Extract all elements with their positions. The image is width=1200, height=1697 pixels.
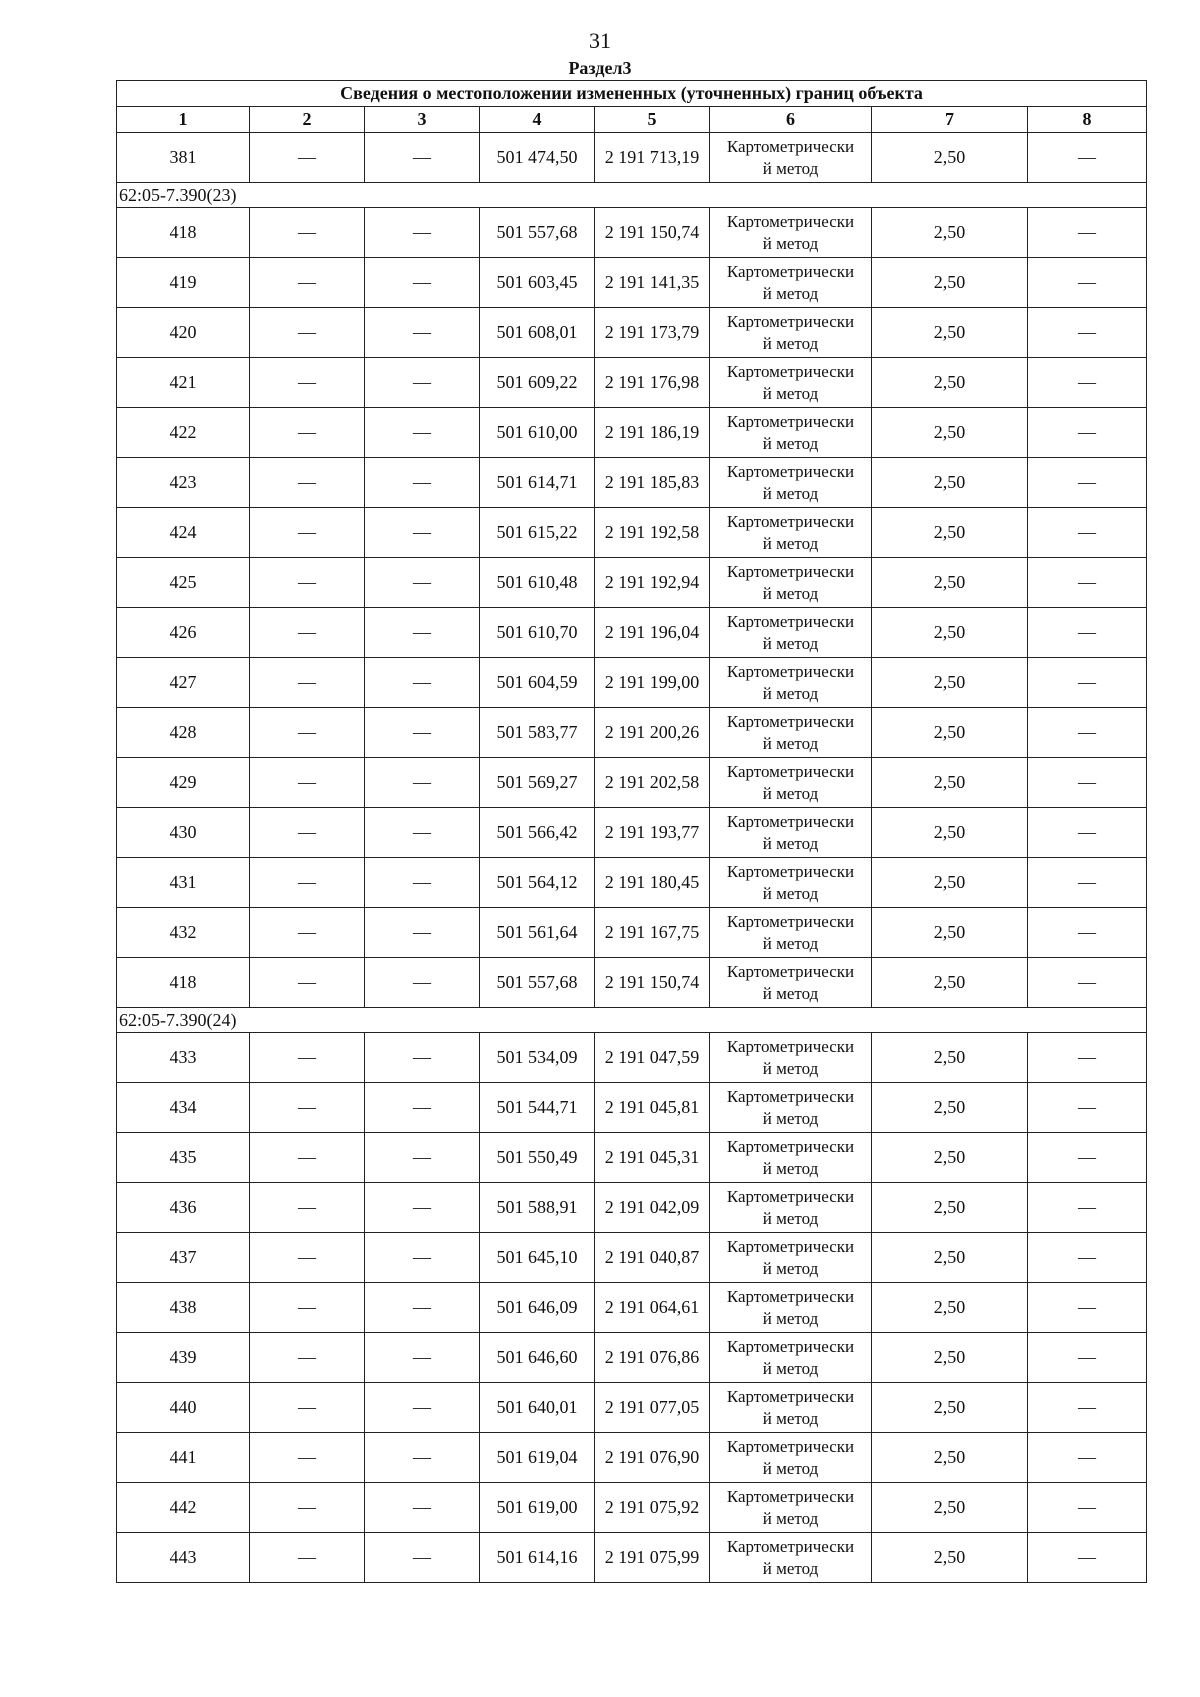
accuracy-cell: 2,50 xyxy=(872,1183,1028,1233)
y-coordinate-cell: 2 191 075,92 xyxy=(595,1483,710,1533)
col8-cell: — xyxy=(1028,208,1147,258)
y-coordinate-cell: 2 191 192,58 xyxy=(595,508,710,558)
col3-cell: — xyxy=(365,358,480,408)
point-number-cell: 443 xyxy=(117,1533,250,1583)
point-number-cell: 418 xyxy=(117,208,250,258)
col8-cell: — xyxy=(1028,808,1147,858)
group-row xyxy=(117,183,1147,208)
accuracy-cell: 2,50 xyxy=(872,508,1028,558)
accuracy-cell: 2,50 xyxy=(872,1333,1028,1383)
y-coordinate-cell: 2 191 193,77 xyxy=(595,808,710,858)
col2-cell: — xyxy=(250,1133,365,1183)
col8-cell: — xyxy=(1028,1333,1147,1383)
col2-cell: — xyxy=(250,1233,365,1283)
method-cell: Картометрически й метод xyxy=(710,258,872,308)
col8-cell: — xyxy=(1028,558,1147,608)
table-row xyxy=(117,1183,1147,1233)
group-row xyxy=(117,1008,1147,1033)
col3-cell: — xyxy=(365,1383,480,1433)
col8-cell: — xyxy=(1028,1283,1147,1333)
point-number-cell: 435 xyxy=(117,1133,250,1183)
col8-cell: — xyxy=(1028,308,1147,358)
col8-cell: — xyxy=(1028,1033,1147,1083)
col3-cell: — xyxy=(365,1233,480,1283)
col3-cell: — xyxy=(365,658,480,708)
y-coordinate-cell: 2 191 064,61 xyxy=(595,1283,710,1333)
y-coordinate-cell: 2 191 150,74 xyxy=(595,958,710,1008)
x-coordinate-cell: 501 564,12 xyxy=(480,858,595,908)
col2-cell: — xyxy=(250,508,365,558)
point-number-cell: 431 xyxy=(117,858,250,908)
col2-cell: — xyxy=(250,908,365,958)
method-cell: Картометрически й метод xyxy=(710,208,872,258)
page-number: 31 xyxy=(589,28,611,53)
col3-cell: — xyxy=(365,1083,480,1133)
section-title: Раздел3 xyxy=(568,58,632,78)
col8-cell: — xyxy=(1028,608,1147,658)
col3-cell: — xyxy=(365,258,480,308)
col8-cell: — xyxy=(1028,1383,1147,1433)
accuracy-cell: 2,50 xyxy=(872,308,1028,358)
x-coordinate-cell: 501 557,68 xyxy=(480,958,595,1008)
x-coordinate-cell: 501 646,09 xyxy=(480,1283,595,1333)
col2-cell: — xyxy=(250,1033,365,1083)
col8-cell: — xyxy=(1028,908,1147,958)
point-number-cell: 436 xyxy=(117,1183,250,1233)
col3-cell: — xyxy=(365,308,480,358)
col3-cell: — xyxy=(365,608,480,658)
accuracy-cell: 2,50 xyxy=(872,1383,1028,1433)
col2-cell: — xyxy=(250,133,365,183)
point-number-cell: 430 xyxy=(117,808,250,858)
col8-cell: — xyxy=(1028,408,1147,458)
table-row xyxy=(117,508,1147,558)
table-row xyxy=(117,258,1147,308)
col3-cell: — xyxy=(365,458,480,508)
table-row xyxy=(117,1033,1147,1083)
column-number: 7 xyxy=(872,107,1028,133)
y-coordinate-cell: 2 191 202,58 xyxy=(595,758,710,808)
point-number-cell: 427 xyxy=(117,658,250,708)
col2-cell: — xyxy=(250,758,365,808)
col2-cell: — xyxy=(250,258,365,308)
col3-cell: — xyxy=(365,1183,480,1233)
point-number-cell: 434 xyxy=(117,1083,250,1133)
point-number-cell: 418 xyxy=(117,958,250,1008)
x-coordinate-cell: 501 619,00 xyxy=(480,1483,595,1533)
method-cell: Картометрически й метод xyxy=(710,1333,872,1383)
method-cell: Картометрически й метод xyxy=(710,658,872,708)
col3-cell: — xyxy=(365,808,480,858)
table-row xyxy=(117,1083,1147,1133)
col2-cell: — xyxy=(250,808,365,858)
col2-cell: — xyxy=(250,1183,365,1233)
point-number-cell: 426 xyxy=(117,608,250,658)
point-number-cell: 439 xyxy=(117,1333,250,1383)
point-number-cell: 442 xyxy=(117,1483,250,1533)
table-row xyxy=(117,908,1147,958)
table-row xyxy=(117,1283,1147,1333)
col2-cell: — xyxy=(250,308,365,358)
accuracy-cell: 2,50 xyxy=(872,133,1028,183)
method-cell: Картометрически й метод xyxy=(710,1183,872,1233)
y-coordinate-cell: 2 191 075,99 xyxy=(595,1533,710,1583)
col2-cell: — xyxy=(250,858,365,908)
x-coordinate-cell: 501 610,00 xyxy=(480,408,595,458)
y-coordinate-cell: 2 191 150,74 xyxy=(595,208,710,258)
group-label: 62:05-7.390(24) xyxy=(117,1008,1147,1033)
y-coordinate-cell: 2 191 076,86 xyxy=(595,1333,710,1383)
column-number: 1 xyxy=(117,107,250,133)
x-coordinate-cell: 501 614,71 xyxy=(480,458,595,508)
y-coordinate-cell: 2 191 076,90 xyxy=(595,1433,710,1483)
accuracy-cell: 2,50 xyxy=(872,1433,1028,1483)
accuracy-cell: 2,50 xyxy=(872,708,1028,758)
col8-cell: — xyxy=(1028,758,1147,808)
table-row xyxy=(117,133,1147,183)
x-coordinate-cell: 501 608,01 xyxy=(480,308,595,358)
x-coordinate-cell: 501 614,16 xyxy=(480,1533,595,1583)
col8-cell: — xyxy=(1028,1083,1147,1133)
table-row xyxy=(117,1533,1147,1583)
col2-cell: — xyxy=(250,1533,365,1583)
table-row xyxy=(117,1233,1147,1283)
col2-cell: — xyxy=(250,1483,365,1533)
point-number-cell: 420 xyxy=(117,308,250,358)
method-cell: Картометрически й метод xyxy=(710,1083,872,1133)
point-number-cell: 381 xyxy=(117,133,250,183)
method-cell: Картометрически й метод xyxy=(710,758,872,808)
point-number-cell: 437 xyxy=(117,1233,250,1283)
x-coordinate-cell: 501 645,10 xyxy=(480,1233,595,1283)
col3-cell: — xyxy=(365,1283,480,1333)
point-number-cell: 432 xyxy=(117,908,250,958)
y-coordinate-cell: 2 191 045,81 xyxy=(595,1083,710,1133)
y-coordinate-cell: 2 191 192,94 xyxy=(595,558,710,608)
col3-cell: — xyxy=(365,758,480,808)
point-number-cell: 433 xyxy=(117,1033,250,1083)
method-cell: Картометрически й метод xyxy=(710,808,872,858)
boundary-table xyxy=(116,80,1147,1583)
col3-cell: — xyxy=(365,958,480,1008)
table-row xyxy=(117,958,1147,1008)
column-number: 5 xyxy=(595,107,710,133)
y-coordinate-cell: 2 191 040,87 xyxy=(595,1233,710,1283)
col2-cell: — xyxy=(250,658,365,708)
x-coordinate-cell: 501 610,70 xyxy=(480,608,595,658)
col8-cell: — xyxy=(1028,1233,1147,1283)
accuracy-cell: 2,50 xyxy=(872,1033,1028,1083)
y-coordinate-cell: 2 191 047,59 xyxy=(595,1033,710,1083)
col2-cell: — xyxy=(250,558,365,608)
y-coordinate-cell: 2 191 186,19 xyxy=(595,408,710,458)
table-row xyxy=(117,858,1147,908)
col2-cell: — xyxy=(250,708,365,758)
x-coordinate-cell: 501 534,09 xyxy=(480,1033,595,1083)
table-row xyxy=(117,1133,1147,1183)
table-row xyxy=(117,608,1147,658)
method-cell: Картометрически й метод xyxy=(710,458,872,508)
y-coordinate-cell: 2 191 045,31 xyxy=(595,1133,710,1183)
accuracy-cell: 2,50 xyxy=(872,608,1028,658)
method-cell: Картометрически й метод xyxy=(710,558,872,608)
col3-cell: — xyxy=(365,1333,480,1383)
point-number-cell: 441 xyxy=(117,1433,250,1483)
column-number: 2 xyxy=(250,107,365,133)
method-cell: Картометрически й метод xyxy=(710,1133,872,1183)
table-row xyxy=(117,708,1147,758)
col2-cell: — xyxy=(250,1433,365,1483)
col2-cell: — xyxy=(250,958,365,1008)
x-coordinate-cell: 501 557,68 xyxy=(480,208,595,258)
col8-cell: — xyxy=(1028,1433,1147,1483)
column-number: 3 xyxy=(365,107,480,133)
method-cell: Картометрически й метод xyxy=(710,1533,872,1583)
accuracy-cell: 2,50 xyxy=(872,808,1028,858)
column-number: 6 xyxy=(710,107,872,133)
col2-cell: — xyxy=(250,608,365,658)
point-number-cell: 425 xyxy=(117,558,250,608)
point-number-cell: 438 xyxy=(117,1283,250,1333)
col8-cell: — xyxy=(1028,508,1147,558)
point-number-cell: 419 xyxy=(117,258,250,308)
col8-cell: — xyxy=(1028,858,1147,908)
col3-cell: — xyxy=(365,908,480,958)
accuracy-cell: 2,50 xyxy=(872,958,1028,1008)
col2-cell: — xyxy=(250,358,365,408)
col8-cell: — xyxy=(1028,958,1147,1008)
accuracy-cell: 2,50 xyxy=(872,1533,1028,1583)
col8-cell: — xyxy=(1028,708,1147,758)
method-cell: Картометрически й метод xyxy=(710,858,872,908)
table-row xyxy=(117,758,1147,808)
table-row xyxy=(117,358,1147,408)
method-cell: Картометрически й метод xyxy=(710,608,872,658)
col2-cell: — xyxy=(250,408,365,458)
accuracy-cell: 2,50 xyxy=(872,658,1028,708)
accuracy-cell: 2,50 xyxy=(872,1283,1028,1333)
accuracy-cell: 2,50 xyxy=(872,358,1028,408)
table-row xyxy=(117,808,1147,858)
x-coordinate-cell: 501 646,60 xyxy=(480,1333,595,1383)
x-coordinate-cell: 501 583,77 xyxy=(480,708,595,758)
x-coordinate-cell: 501 569,27 xyxy=(480,758,595,808)
method-cell: Картометрически й метод xyxy=(710,1033,872,1083)
table-row xyxy=(117,1383,1147,1433)
accuracy-cell: 2,50 xyxy=(872,1133,1028,1183)
col3-cell: — xyxy=(365,1533,480,1583)
table-row xyxy=(117,1433,1147,1483)
col8-cell: — xyxy=(1028,358,1147,408)
x-coordinate-cell: 501 610,48 xyxy=(480,558,595,608)
accuracy-cell: 2,50 xyxy=(872,558,1028,608)
point-number-cell: 440 xyxy=(117,1383,250,1433)
method-cell: Картометрически й метод xyxy=(710,908,872,958)
col3-cell: — xyxy=(365,1433,480,1483)
x-coordinate-cell: 501 640,01 xyxy=(480,1383,595,1433)
point-number-cell: 421 xyxy=(117,358,250,408)
method-cell: Картометрически й метод xyxy=(710,133,872,183)
col3-cell: — xyxy=(365,508,480,558)
y-coordinate-cell: 2 191 713,19 xyxy=(595,133,710,183)
method-cell: Картометрически й метод xyxy=(710,1383,872,1433)
accuracy-cell: 2,50 xyxy=(872,458,1028,508)
col2-cell: — xyxy=(250,1333,365,1383)
col2-cell: — xyxy=(250,1283,365,1333)
accuracy-cell: 2,50 xyxy=(872,1083,1028,1133)
col8-cell: — xyxy=(1028,458,1147,508)
method-cell: Картометрически й метод xyxy=(710,1233,872,1283)
accuracy-cell: 2,50 xyxy=(872,258,1028,308)
col8-cell: — xyxy=(1028,258,1147,308)
col3-cell: — xyxy=(365,558,480,608)
y-coordinate-cell: 2 191 196,04 xyxy=(595,608,710,658)
column-number: 8 xyxy=(1028,107,1147,133)
y-coordinate-cell: 2 191 199,00 xyxy=(595,658,710,708)
method-cell: Картометрически й метод xyxy=(710,708,872,758)
col2-cell: — xyxy=(250,1383,365,1433)
accuracy-cell: 2,50 xyxy=(872,858,1028,908)
accuracy-cell: 2,50 xyxy=(872,208,1028,258)
accuracy-cell: 2,50 xyxy=(872,1483,1028,1533)
col8-cell: — xyxy=(1028,658,1147,708)
x-coordinate-cell: 501 619,04 xyxy=(480,1433,595,1483)
col8-cell: — xyxy=(1028,1133,1147,1183)
table-row xyxy=(117,658,1147,708)
table-row xyxy=(117,408,1147,458)
y-coordinate-cell: 2 191 167,75 xyxy=(595,908,710,958)
table-row xyxy=(117,1483,1147,1533)
y-coordinate-cell: 2 191 173,79 xyxy=(595,308,710,358)
y-coordinate-cell: 2 191 141,35 xyxy=(595,258,710,308)
method-cell: Картометрически й метод xyxy=(710,308,872,358)
column-number-row xyxy=(117,107,1147,133)
method-cell: Картометрически й метод xyxy=(710,508,872,558)
table-row xyxy=(117,558,1147,608)
table-caption: Сведения о местоположении измененных (уточненных) границ объекта xyxy=(117,81,1147,107)
y-coordinate-cell: 2 191 185,83 xyxy=(595,458,710,508)
table-row xyxy=(117,208,1147,258)
x-coordinate-cell: 501 550,49 xyxy=(480,1133,595,1183)
point-number-cell: 422 xyxy=(117,408,250,458)
table-row xyxy=(117,308,1147,358)
table-row xyxy=(117,1333,1147,1383)
method-cell: Картометрически й метод xyxy=(710,958,872,1008)
col2-cell: — xyxy=(250,458,365,508)
y-coordinate-cell: 2 191 042,09 xyxy=(595,1183,710,1233)
accuracy-cell: 2,50 xyxy=(872,758,1028,808)
col3-cell: — xyxy=(365,1033,480,1083)
x-coordinate-cell: 501 603,45 xyxy=(480,258,595,308)
point-number-cell: 428 xyxy=(117,708,250,758)
y-coordinate-cell: 2 191 200,26 xyxy=(595,708,710,758)
accuracy-cell: 2,50 xyxy=(872,908,1028,958)
col8-cell: — xyxy=(1028,1183,1147,1233)
col8-cell: — xyxy=(1028,133,1147,183)
col3-cell: — xyxy=(365,1133,480,1183)
col3-cell: — xyxy=(365,133,480,183)
col8-cell: — xyxy=(1028,1533,1147,1583)
method-cell: Картометрически й метод xyxy=(710,358,872,408)
x-coordinate-cell: 501 566,42 xyxy=(480,808,595,858)
group-label: 62:05-7.390(23) xyxy=(117,183,1147,208)
x-coordinate-cell: 501 609,22 xyxy=(480,358,595,408)
x-coordinate-cell: 501 615,22 xyxy=(480,508,595,558)
method-cell: Картометрически й метод xyxy=(710,1483,872,1533)
point-number-cell: 423 xyxy=(117,458,250,508)
col8-cell: — xyxy=(1028,1483,1147,1533)
column-number: 4 xyxy=(480,107,595,133)
x-coordinate-cell: 501 561,64 xyxy=(480,908,595,958)
col3-cell: — xyxy=(365,1483,480,1533)
point-number-cell: 429 xyxy=(117,758,250,808)
col3-cell: — xyxy=(365,408,480,458)
y-coordinate-cell: 2 191 180,45 xyxy=(595,858,710,908)
col3-cell: — xyxy=(365,708,480,758)
method-cell: Картометрически й метод xyxy=(710,1283,872,1333)
point-number-cell: 424 xyxy=(117,508,250,558)
col2-cell: — xyxy=(250,1083,365,1133)
method-cell: Картометрически й метод xyxy=(710,1433,872,1483)
y-coordinate-cell: 2 191 077,05 xyxy=(595,1383,710,1433)
y-coordinate-cell: 2 191 176,98 xyxy=(595,358,710,408)
accuracy-cell: 2,50 xyxy=(872,408,1028,458)
x-coordinate-cell: 501 588,91 xyxy=(480,1183,595,1233)
x-coordinate-cell: 501 474,50 xyxy=(480,133,595,183)
x-coordinate-cell: 501 604,59 xyxy=(480,658,595,708)
x-coordinate-cell: 501 544,71 xyxy=(480,1083,595,1133)
accuracy-cell: 2,50 xyxy=(872,1233,1028,1283)
col3-cell: — xyxy=(365,208,480,258)
table-row xyxy=(117,458,1147,508)
col3-cell: — xyxy=(365,858,480,908)
col2-cell: — xyxy=(250,208,365,258)
method-cell: Картометрически й метод xyxy=(710,408,872,458)
table-body xyxy=(117,133,1147,1583)
